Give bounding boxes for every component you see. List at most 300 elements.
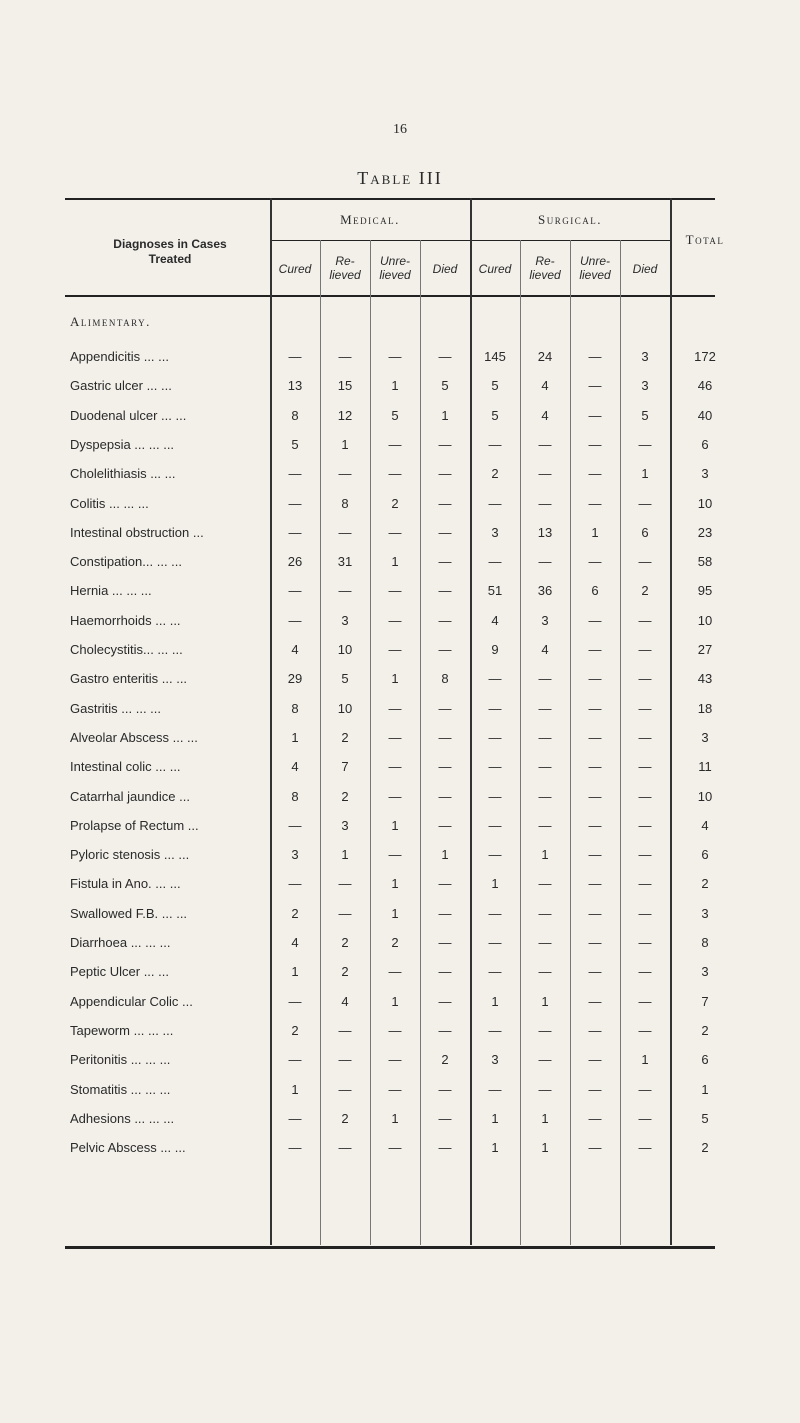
medical-header: Medical. (340, 212, 400, 227)
medical-cell: — (438, 612, 452, 628)
section-heading: Alimentary. (70, 314, 151, 329)
medical-cell: 4 (291, 759, 299, 775)
medical-cell: — (438, 759, 452, 775)
surgical-cell: — (638, 993, 652, 1009)
diagnosis-name: Swallowed F.B. ... ... (70, 905, 188, 921)
table-row (0, 525, 800, 545)
surgical-cell: 3 (491, 1052, 499, 1068)
surgical-cell: 1 (541, 1110, 549, 1126)
medical-cell: — (388, 1081, 402, 1097)
table-row (0, 583, 800, 603)
surgical-cell: 4 (541, 378, 549, 394)
surgical-unrelieved-header: Unre-lieved (579, 254, 611, 282)
medical-cell: 8 (441, 671, 449, 687)
medical-cell: 1 (391, 378, 399, 394)
bottom-rule (65, 1246, 715, 1249)
medical-cell: — (388, 1052, 402, 1068)
medical-cell: — (388, 642, 402, 657)
surgical-cell: 3 (541, 612, 549, 628)
medical-cell: — (438, 524, 452, 540)
medical-cell: 2 (341, 788, 349, 804)
medical-cell: 1 (391, 671, 399, 687)
total-cell: 3 (701, 964, 709, 980)
total-cell: 6 (701, 1052, 709, 1068)
medical-cell: — (338, 1140, 352, 1156)
medical-cell: — (288, 817, 302, 833)
medical-cell: 2 (291, 905, 299, 921)
medical-cell: — (388, 729, 402, 745)
total-cell: 1 (701, 1081, 709, 1097)
page-number: 16 (393, 122, 407, 137)
medical-cell: — (388, 583, 402, 599)
surgical-cell: — (638, 876, 652, 892)
diagnosis-name: Duodenal ulcer ... ... (70, 407, 187, 423)
medical-cell: 5 (291, 436, 299, 452)
medical-cell: 1 (391, 554, 399, 570)
total-header: Total (685, 232, 725, 247)
surgical-cell: 13 (537, 524, 553, 540)
medical-cell: 2 (391, 935, 399, 950)
surgical-cured-header: Cured (478, 262, 512, 276)
surgical-cell: — (538, 1052, 552, 1068)
total-cell: 7 (701, 993, 709, 1009)
medical-cell: — (438, 349, 452, 364)
medical-cell: — (288, 524, 302, 540)
surgical-cell: — (588, 700, 602, 716)
surgical-cell: — (538, 1022, 552, 1038)
total-cell: 6 (701, 436, 709, 452)
medical-cell: — (288, 495, 302, 511)
diagnosis-name: Tapeworm ... ... ... (70, 1022, 174, 1038)
surgical-cell: — (588, 759, 602, 775)
medical-cured-header: Cured (278, 262, 312, 276)
surgical-cell: — (588, 729, 602, 745)
diagnosis-name: Cholecystitis... ... ... (70, 642, 183, 657)
surgical-cell: — (588, 378, 602, 394)
table-row (0, 466, 800, 486)
total-cell: 40 (697, 407, 713, 423)
medical-cell: 3 (341, 817, 349, 833)
surgical-cell: — (488, 847, 502, 863)
surgical-cell: 51 (487, 583, 503, 599)
surgical-cell: — (488, 700, 502, 716)
total-cell: 10 (697, 495, 713, 511)
medical-cell: — (438, 1140, 452, 1156)
medical-cell: 5 (391, 407, 399, 423)
medical-cell: 4 (291, 935, 299, 950)
total-cell: 4 (701, 817, 709, 833)
medical-cell: 2 (441, 1052, 449, 1068)
surgical-cell: — (588, 1052, 602, 1068)
medical-cell: — (288, 466, 302, 482)
table-row (0, 408, 800, 428)
medical-cell: — (338, 1081, 352, 1097)
medical-cell: — (438, 642, 452, 657)
medical-cell: — (338, 905, 352, 921)
medical-cell: 8 (341, 495, 349, 511)
surgical-cell: 1 (491, 1140, 499, 1156)
surgical-cell: — (538, 466, 552, 482)
surgical-cell: — (488, 935, 502, 950)
total-cell: 2 (701, 1140, 709, 1156)
medical-cell: 1 (291, 1081, 299, 1097)
surgical-cell: 1 (641, 466, 649, 482)
medical-cell: — (288, 1140, 302, 1156)
surgical-cell: — (638, 935, 652, 950)
diagnosis-name: Alveolar Abscess ... ... (70, 729, 198, 745)
medical-cell: 5 (441, 378, 449, 394)
surgical-cell: — (488, 905, 502, 921)
surgical-cell: — (588, 495, 602, 511)
surgical-cell: 145 (484, 349, 506, 364)
surgical-cell: — (638, 700, 652, 716)
medical-cell: — (438, 964, 452, 980)
medical-cell: 15 (337, 378, 353, 394)
medical-cell: — (338, 583, 352, 599)
surgical-cell: — (638, 612, 652, 628)
total-cell: 11 (698, 759, 712, 775)
total-cell: 95 (697, 583, 713, 599)
surgical-cell: 6 (641, 524, 649, 540)
surgical-cell: 1 (491, 993, 499, 1009)
surgical-cell: — (538, 817, 552, 833)
surgical-cell: — (638, 1081, 652, 1097)
medical-cell: — (438, 700, 452, 716)
surgical-cell: — (538, 876, 552, 892)
medical-cell: 1 (291, 964, 299, 980)
medical-cell: — (438, 905, 452, 921)
medical-cell: — (438, 466, 452, 482)
medical-cell: — (438, 554, 452, 570)
table-row (0, 671, 800, 691)
diagnoses-header: Diagnoses in Cases Treated (113, 237, 227, 266)
surgical-cell: — (538, 759, 552, 775)
medical-relieved-header: Re-lieved (329, 254, 361, 282)
diagnosis-name: Gastric ulcer ... ... (70, 378, 172, 394)
diagnosis-name: Constipation... ... ... (70, 554, 182, 570)
medical-cell: — (288, 612, 302, 628)
diagnosis-name: Fistula in Ano. ... ... (70, 876, 181, 892)
medical-cell: 8 (291, 788, 299, 804)
diagnosis-name: Intestinal obstruction ... (70, 524, 204, 540)
medical-cell: — (288, 583, 302, 599)
table-row (0, 701, 800, 721)
table-row (0, 1082, 800, 1102)
medical-cell: — (388, 1022, 402, 1038)
surgical-cell: — (538, 436, 552, 452)
medical-died-header: Died (432, 262, 458, 276)
surgical-cell: 4 (541, 407, 549, 423)
surgical-cell: — (488, 817, 502, 833)
surgical-cell: — (638, 554, 652, 570)
surgical-cell: — (588, 1022, 602, 1038)
surgical-cell: 1 (591, 524, 599, 540)
table-row (0, 437, 800, 457)
medical-cell: 3 (291, 847, 299, 863)
surgical-cell: — (588, 1081, 602, 1097)
table-row (0, 847, 800, 867)
surgical-cell: — (588, 671, 602, 687)
medical-cell: 29 (287, 671, 303, 687)
medical-cell: 2 (341, 964, 349, 980)
medical-cell: 1 (391, 876, 399, 892)
total-cell: 43 (697, 671, 713, 687)
table-row (0, 349, 800, 369)
table-row (0, 818, 800, 838)
surgical-cell: — (588, 349, 602, 364)
surgical-cell: — (638, 905, 652, 921)
diagnosis-name: Peritonitis ... ... ... (70, 1052, 171, 1068)
surgical-cell: — (488, 759, 502, 775)
surgical-cell: — (588, 935, 602, 950)
diagnosis-name: Prolapse of Rectum ... (70, 817, 199, 833)
table-row (0, 1023, 800, 1043)
table-row (0, 1111, 800, 1131)
table-title: Table III (357, 168, 443, 188)
medical-cell: — (388, 524, 402, 540)
medical-cell: — (388, 436, 402, 452)
surgical-cell: 24 (537, 349, 553, 364)
total-cell: 6 (701, 847, 709, 863)
medical-cell: 8 (291, 407, 299, 423)
table-row (0, 496, 800, 516)
medical-cell: 1 (341, 436, 349, 452)
medical-cell: — (438, 935, 452, 950)
surgical-cell: 3 (641, 378, 649, 394)
surgical-cell: — (588, 847, 602, 863)
surgical-cell: 36 (537, 583, 553, 599)
medical-cell: — (388, 759, 402, 775)
diagnosis-name: Haemorrhoids ... ... (70, 612, 181, 628)
medical-cell: — (338, 1022, 352, 1038)
medical-cell: — (288, 349, 302, 364)
medical-cell: 1 (441, 407, 449, 423)
surgical-cell: 2 (491, 466, 499, 482)
table-row (0, 994, 800, 1014)
surgical-cell: — (588, 993, 602, 1009)
medical-cell: — (388, 847, 402, 863)
surgical-cell: 1 (491, 876, 499, 892)
diagnosis-name: Gastro enteritis ... ... (70, 671, 188, 687)
medical-cell: — (288, 993, 302, 1009)
surgical-cell: — (538, 554, 552, 570)
table-row (0, 613, 800, 633)
total-cell: 5 (701, 1110, 709, 1126)
surgical-cell: — (588, 876, 602, 892)
medical-cell: 1 (391, 1110, 399, 1126)
surgical-cell: — (488, 729, 502, 745)
total-cell: 3 (701, 466, 709, 482)
medical-cell: — (438, 1110, 452, 1126)
total-cell: 10 (697, 788, 713, 804)
surgical-cell: — (638, 964, 652, 980)
table-row (0, 876, 800, 896)
surgical-cell: — (488, 788, 502, 804)
table-row (0, 964, 800, 984)
surgical-cell: — (538, 671, 552, 687)
surgical-cell: — (638, 495, 652, 511)
table-row (0, 759, 800, 779)
total-cell: 18 (697, 700, 713, 716)
surgical-cell: — (538, 700, 552, 716)
medical-cell: 1 (341, 847, 349, 863)
diagnosis-name: Diarrhoea ... ... ... (70, 935, 171, 950)
medical-cell: — (338, 349, 352, 364)
surgical-cell: — (638, 788, 652, 804)
surgical-cell: — (588, 788, 602, 804)
surgical-cell: — (488, 1081, 502, 1097)
diagnosis-name: Pelvic Abscess ... ... (70, 1140, 186, 1156)
surgical-died-header: Died (632, 262, 658, 276)
diagnosis-name: Pyloric stenosis ... ... (70, 847, 190, 863)
medical-cell: — (388, 700, 402, 716)
surgical-cell: — (638, 1140, 652, 1156)
surgical-cell: — (588, 642, 602, 657)
table-row (0, 1052, 800, 1072)
total-cell: 3 (701, 729, 709, 745)
surgical-cell: — (488, 436, 502, 452)
surgical-cell: 1 (541, 993, 549, 1009)
medical-cell: — (388, 788, 402, 804)
medical-cell: 4 (291, 642, 299, 657)
medical-cell: 2 (341, 935, 349, 950)
medical-cell: 12 (337, 407, 353, 423)
surgical-cell: — (538, 935, 552, 950)
medical-cell: — (438, 583, 452, 599)
diagnosis-name: Colitis ... ... ... (70, 495, 149, 511)
surgical-cell: — (488, 671, 502, 687)
diagnosis-name: Cholelithiasis ... ... (70, 466, 176, 482)
total-cell: 2 (701, 1022, 709, 1038)
surgical-cell: — (588, 554, 602, 570)
medical-cell: — (438, 729, 452, 745)
medical-cell: — (388, 612, 402, 628)
total-cell: 8 (701, 935, 709, 950)
diagnosis-name: Appendicular Colic ... (70, 993, 193, 1009)
surgical-cell: — (638, 436, 652, 452)
surgical-cell: — (588, 612, 602, 628)
surgical-cell: 1 (641, 1052, 649, 1068)
surgical-cell: — (638, 1022, 652, 1038)
surgical-cell: — (588, 436, 602, 452)
total-cell: 58 (697, 554, 713, 570)
medical-cell: 3 (341, 612, 349, 628)
table-row (0, 554, 800, 574)
surgical-cell: — (538, 905, 552, 921)
surgical-cell: — (638, 671, 652, 687)
total-cell: 2 (701, 876, 709, 892)
medical-cell: — (388, 466, 402, 482)
surgical-cell: — (588, 1110, 602, 1126)
surgical-cell: 9 (491, 642, 499, 657)
medical-cell: 13 (287, 378, 303, 394)
diagnosis-name: Peptic Ulcer ... ... (70, 964, 169, 980)
medical-cell: 2 (341, 1110, 349, 1126)
medical-cell: — (438, 495, 452, 511)
medical-cell: 2 (291, 1022, 299, 1038)
surgical-cell: — (488, 1022, 502, 1038)
medical-cell: — (438, 876, 452, 892)
total-cell: 46 (697, 378, 713, 394)
surgical-cell: — (638, 642, 652, 657)
surgical-cell: 3 (641, 349, 649, 364)
diagnosis-name: Dyspepsia ... ... ... (70, 436, 175, 452)
table-row (0, 730, 800, 750)
table-row (0, 789, 800, 809)
medical-cell: — (338, 876, 352, 892)
diagnosis-name: Gastritis ... ... ... (70, 700, 162, 716)
surgical-cell: 5 (491, 407, 499, 423)
medical-cell: 4 (341, 993, 349, 1009)
surgical-cell: 6 (591, 583, 599, 599)
surgical-cell: — (538, 1081, 552, 1097)
surgical-cell: 1 (491, 1110, 499, 1126)
table-row (0, 642, 800, 662)
medical-cell: 8 (291, 700, 299, 716)
medical-unrelieved-header: Unre-lieved (379, 254, 411, 282)
surgical-cell: — (588, 817, 602, 833)
medical-cell: — (388, 964, 402, 980)
medical-cell: — (338, 466, 352, 482)
medical-cell: 1 (391, 993, 399, 1009)
surgical-cell: — (638, 729, 652, 745)
surgical-header: Surgical. (538, 212, 602, 227)
table-row (0, 1140, 800, 1160)
table-row (0, 935, 800, 955)
medical-cell: 26 (287, 554, 303, 570)
medical-cell: 1 (391, 905, 399, 921)
surgical-cell: — (488, 964, 502, 980)
surgical-cell: — (588, 964, 602, 980)
medical-cell: 1 (291, 729, 299, 745)
medical-cell: — (438, 817, 452, 833)
surgical-cell: 4 (491, 612, 499, 628)
medical-cell: — (438, 993, 452, 1009)
medical-cell: 7 (341, 759, 349, 775)
medical-cell: — (338, 1052, 352, 1068)
surgical-cell: 5 (641, 407, 649, 423)
medical-cell: — (288, 876, 302, 892)
table-row (0, 378, 800, 398)
medical-cell: 2 (391, 495, 399, 511)
medical-cell: 5 (341, 671, 349, 687)
surgical-cell: — (488, 554, 502, 570)
surgical-cell: — (638, 847, 652, 863)
surgical-cell: 5 (491, 378, 499, 394)
medical-cell: 2 (341, 729, 349, 745)
diagnosis-name: Adhesions ... ... ... (70, 1110, 175, 1126)
medical-cell: — (438, 1022, 452, 1038)
surgical-cell: — (638, 1110, 652, 1126)
diagnosis-name: Catarrhal jaundice ... (70, 788, 190, 804)
total-cell: 3 (701, 905, 709, 921)
surgical-cell: — (588, 1140, 602, 1156)
medical-cell: — (288, 1110, 302, 1126)
medical-cell: 10 (337, 700, 353, 716)
table-row (0, 906, 800, 926)
medical-cell: — (438, 436, 452, 452)
surgical-cell: — (538, 964, 552, 980)
diagnosis-name: Hernia ... ... ... (70, 583, 152, 599)
surgical-relieved-header: Re-lieved (529, 254, 561, 282)
medical-cell: — (288, 1052, 302, 1068)
total-cell: 10 (697, 612, 713, 628)
medical-cell: 31 (337, 554, 353, 570)
medical-cell: — (438, 788, 452, 804)
diagnosis-name: Intestinal colic ... ... (70, 759, 181, 775)
top-rule (65, 198, 715, 200)
medical-cell: — (338, 524, 352, 540)
